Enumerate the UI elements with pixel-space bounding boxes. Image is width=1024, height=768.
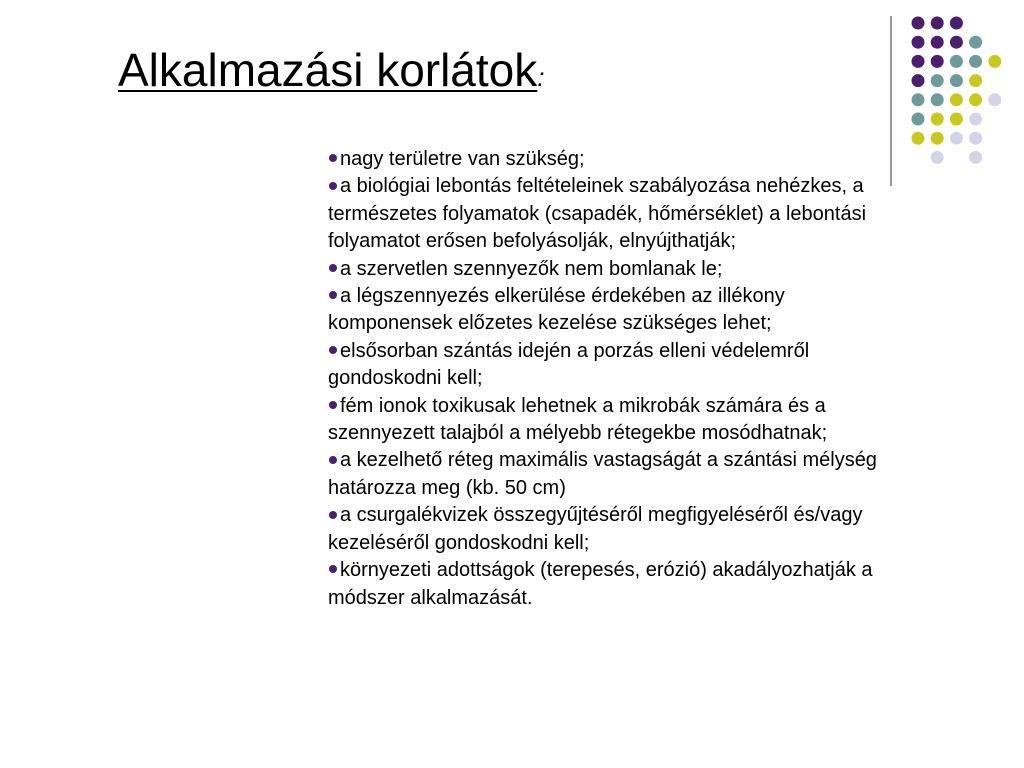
bullet-text: elsősorban szántás idején a porzás elleni védelemről gondoskodni kell; — [328, 339, 810, 390]
bullet-text: a kezelhető réteg maximális vastagságát a szántási mélység határozza meg (kb. 50 cm) — [328, 449, 877, 499]
decorative-dot-lavender — [969, 132, 982, 145]
bullet-item — [328, 283, 908, 338]
decorative-dot-yellow — [931, 113, 944, 126]
bullet-text: nagy területre van szükség; — [340, 148, 585, 170]
decorative-dot-teal — [931, 93, 944, 106]
decorative-dot-lavender — [969, 113, 982, 126]
bullet-item — [328, 447, 908, 502]
decorative-dot-yellow — [969, 74, 982, 87]
slide-title-text: Alkalmazási korlátok — [118, 44, 538, 96]
bullet-item — [328, 146, 908, 173]
bullet-dot-icon — [329, 154, 337, 162]
bullet-item — [328, 557, 908, 612]
decorative-dot-teal — [912, 113, 925, 126]
bullet-text: a légszennyezés elkerülése érdekében az illékony komponensek előzetes kezelése szükséges lehet; — [328, 285, 785, 335]
bullet-text: fém ionok toxikusak lehetnek a mikrobák számára és a szennyezett talajból a mélyebb rétegekbe mosódhatnak; — [328, 394, 828, 445]
decorative-dot-yellow — [988, 55, 1001, 68]
decorative-dot-lavender — [931, 151, 944, 164]
decorative-dot-purple — [912, 17, 925, 30]
decorative-dot-teal — [969, 55, 982, 68]
decorative-dot-purple — [931, 36, 944, 49]
bullet-dot-icon — [329, 346, 337, 354]
decorative-dot-teal — [950, 55, 963, 68]
decorative-dot-lavender — [950, 132, 963, 145]
bullet-dot-icon — [329, 511, 337, 519]
decorative-dot-yellow — [950, 93, 963, 106]
decorative-dot-yellow — [969, 93, 982, 106]
decorative-dot-lavender — [988, 93, 1001, 106]
decorative-dot-purple — [950, 17, 963, 30]
bullet-dot-icon — [329, 565, 337, 573]
decorative-dot-purple — [912, 55, 925, 68]
decorative-dot-teal — [931, 74, 944, 87]
bullet-item — [328, 502, 908, 557]
bullet-item — [328, 338, 908, 393]
decorative-dot-teal — [969, 36, 982, 49]
bullet-dot-icon — [329, 264, 337, 272]
decorative-dot-yellow — [912, 132, 925, 145]
decorative-dot-purple — [931, 55, 944, 68]
bullet-item — [328, 173, 908, 255]
decorative-dot-lavender — [969, 151, 982, 164]
decorative-dot-purple — [950, 36, 963, 49]
bullet-text: a biológiai lebontás feltételeinek szabályozása nehézkes, a természetes folyamatok (csapadék, hőmérséklet) a lebontási folyamatot erősen befolyásolják, elnyújthatják; — [328, 175, 867, 253]
decorative-dot-purple — [912, 74, 925, 87]
decorative-dot-yellow — [931, 132, 944, 145]
bullet-item — [328, 256, 908, 283]
bullet-text: a szervetlen szennyezők nem bomlanak le; — [340, 257, 723, 280]
bullet-item — [328, 393, 908, 448]
bullet-dot-icon — [329, 182, 337, 190]
bullet-dot-icon — [329, 456, 337, 464]
bullet-dot-icon — [329, 291, 337, 299]
bullet-text: környezeti adottságok (terepesés, erózió) akadályozhatják a módszer alkalmazását. — [328, 559, 873, 609]
decorative-dot-yellow — [950, 113, 963, 126]
bullet-list — [328, 146, 908, 612]
decorative-dot-teal — [950, 74, 963, 87]
decorative-dot-purple — [912, 36, 925, 49]
slide-title-suffix: : — [537, 62, 545, 92]
bullet-text: a csurgalékvizek összegyűjtéséről megfigyeléséről és/vagy kezeléséről gondoskodni kell; — [328, 504, 863, 554]
decorative-dot-purple — [931, 17, 944, 30]
bullet-dot-icon — [329, 401, 337, 409]
decorative-dot-teal — [912, 93, 925, 106]
